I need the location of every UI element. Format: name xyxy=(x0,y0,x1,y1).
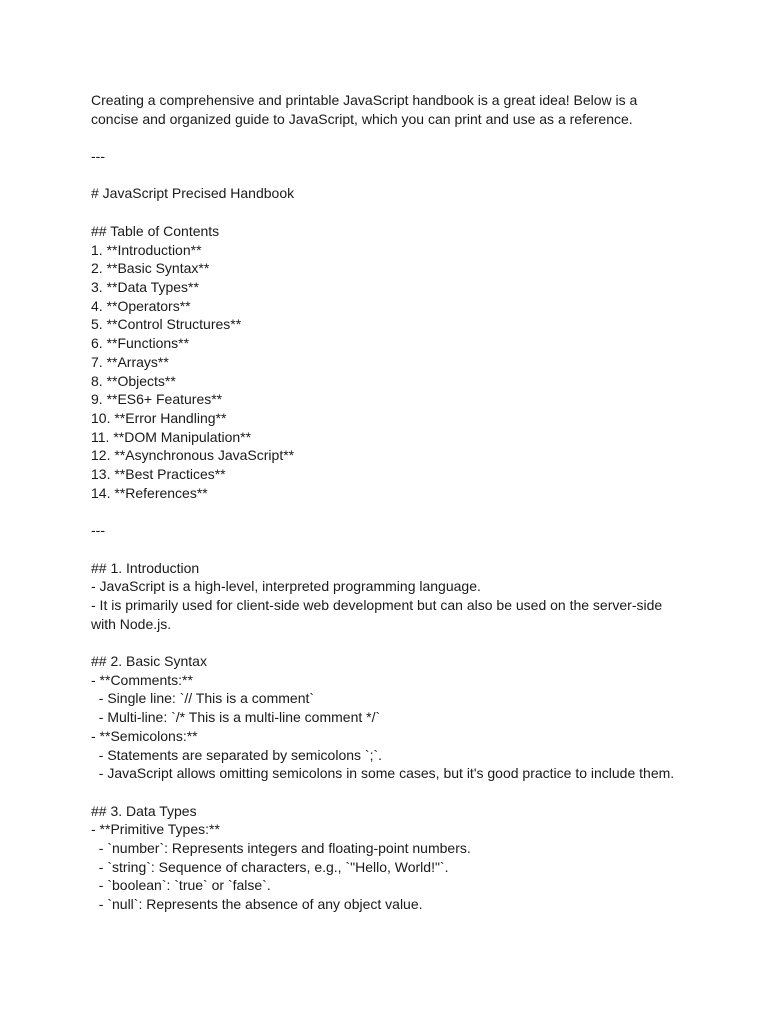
toc-heading: ## Table of Contents xyxy=(91,222,220,239)
toc-item: 6. **Functions** xyxy=(91,335,190,352)
toc-item: 13. **Best Practices** xyxy=(91,466,226,483)
toc-item: 8. **Objects** xyxy=(91,372,176,389)
section-heading-data-types: ## 3. Data Types xyxy=(91,802,197,819)
section-line: - JavaScript allows omitting semicolons in some cases, but it's good practice to include them. xyxy=(91,765,675,782)
toc-item: 11. **DOM Manipulation** xyxy=(91,428,252,445)
toc-item: 4. **Operators** xyxy=(91,297,191,314)
blank-line xyxy=(91,540,691,559)
document-title: # JavaScript Precised Handbook xyxy=(91,185,295,202)
section-line: - `null`: Represents the absence of any object value. xyxy=(91,896,423,913)
toc-item: 2. **Basic Syntax** xyxy=(91,260,210,277)
blank-line xyxy=(91,128,691,147)
blank-line xyxy=(91,166,691,185)
section-line: - **Semicolons:** xyxy=(91,727,198,744)
section-line: - `number`: Represents integers and floating-point numbers. xyxy=(91,840,471,857)
section-line: - Single line: `// This is a comment` xyxy=(91,690,315,707)
section-line: - Multi-line: `/* This is a multi-line comment */` xyxy=(91,709,381,726)
separator: --- xyxy=(91,148,105,165)
blank-line xyxy=(91,783,691,802)
section-line: - **Comments:** xyxy=(91,671,193,688)
intro-line-2: concise and organized guide to JavaScript, which you can print and use as a reference. xyxy=(91,110,633,127)
section-heading-introduction: ## 1. Introduction xyxy=(91,559,200,576)
section-line: - JavaScript is a high-level, interpreted programming language. xyxy=(91,578,481,595)
toc-item: 14. **References** xyxy=(91,484,208,501)
toc-item: 3. **Data Types** xyxy=(91,278,199,295)
section-line: - **Primitive Types:** xyxy=(91,821,220,838)
intro-line-1: Creating a comprehensive and printable JavaScript handbook is a great idea! Below is a xyxy=(91,92,638,108)
section-line: - It is primarily used for client-side web development but can also be used on the server-side xyxy=(91,596,663,613)
toc-item: 12. **Asynchronous JavaScript** xyxy=(91,447,295,464)
toc-item: 5. **Control Structures** xyxy=(91,316,242,333)
section-line: with Node.js. xyxy=(91,615,172,632)
toc-item: 7. **Arrays** xyxy=(91,353,169,370)
toc-item: 10. **Error Handling** xyxy=(91,409,227,426)
section-line: - `string`: Sequence of characters, e.g., `"Hello, World!"`. xyxy=(91,858,449,875)
toc-item: 1. **Introduction** xyxy=(91,241,202,258)
section-line: - Statements are separated by semicolons `;`. xyxy=(91,746,383,763)
separator: --- xyxy=(91,522,105,539)
blank-line xyxy=(91,502,691,521)
document-page xyxy=(91,91,691,914)
section-heading-basic-syntax: ## 2. Basic Syntax xyxy=(91,653,207,669)
toc-item: 9. **ES6+ Features** xyxy=(91,391,223,408)
blank-line xyxy=(91,633,691,652)
blank-line xyxy=(91,203,691,222)
section-line: - `boolean`: `true` or `false`. xyxy=(91,877,271,894)
